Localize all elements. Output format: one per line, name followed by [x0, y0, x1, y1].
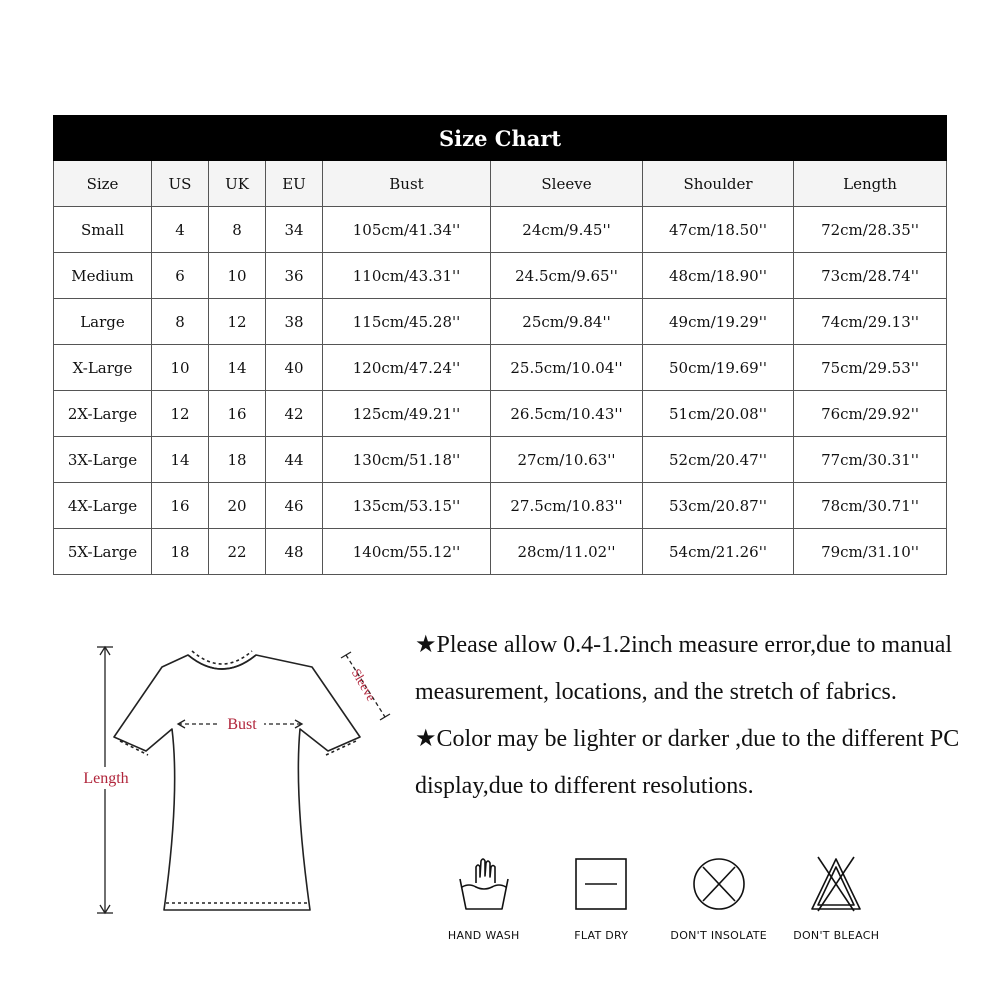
table-cell: 10 — [152, 345, 209, 391]
table-cell: 36 — [266, 253, 323, 299]
table-cell: 77cm/30.31'' — [794, 437, 947, 483]
flat-dry-icon — [571, 853, 631, 915]
dont-insolate-icon — [689, 853, 749, 915]
care-label: FLAT DRY — [574, 929, 629, 942]
table-cell: 28cm/11.02'' — [491, 529, 643, 575]
table-cell: 16 — [209, 391, 266, 437]
table-row — [54, 253, 947, 299]
table-cell: 74cm/29.13'' — [794, 299, 947, 345]
care-label: DON'T BLEACH — [793, 929, 880, 942]
table-cell: Medium — [54, 253, 152, 299]
table-cell: 51cm/20.08'' — [643, 391, 794, 437]
color-note: ★Color may be lighter or darker ,due to the different PC display,due to different resolutions. — [415, 726, 960, 799]
table-cell: 47cm/18.50'' — [643, 207, 794, 253]
table-cell: 73cm/28.74'' — [794, 253, 947, 299]
table-row — [54, 529, 947, 575]
table-cell: 110cm/43.31'' — [323, 253, 491, 299]
table-cell: 20 — [209, 483, 266, 529]
table-cell: 52cm/20.47'' — [643, 437, 794, 483]
care-instructions — [425, 853, 895, 953]
table-cell: 54cm/21.26'' — [643, 529, 794, 575]
shirt-outline — [114, 655, 360, 910]
table-row — [54, 437, 947, 483]
table-cell: 38 — [266, 299, 323, 345]
bust-label: Bust — [227, 716, 257, 733]
table-cell: 76cm/29.92'' — [794, 391, 947, 437]
table-cell: 49cm/19.29'' — [643, 299, 794, 345]
size-chart-body — [54, 207, 947, 575]
table-cell: 115cm/45.28'' — [323, 299, 491, 345]
table-cell: 75cm/29.53'' — [794, 345, 947, 391]
table-cell: 8 — [152, 299, 209, 345]
table-cell: 3X-Large — [54, 437, 152, 483]
table-cell: 46 — [266, 483, 323, 529]
table-cell: 14 — [152, 437, 209, 483]
table-cell: 14 — [209, 345, 266, 391]
table-cell: 24.5cm/9.65'' — [491, 253, 643, 299]
table-cell: 72cm/28.35'' — [794, 207, 947, 253]
table-cell: 27cm/10.63'' — [491, 437, 643, 483]
measure-error-note: ★Please allow 0.4-1.2inch measure error,due to manual measurement, locations, and the stretch of fabrics. — [415, 632, 953, 705]
table-row — [54, 345, 947, 391]
table-cell: 27.5cm/10.83'' — [491, 483, 643, 529]
table-cell: Small — [54, 207, 152, 253]
column-header: EU — [266, 161, 323, 207]
sleeve-label: Sleeve — [348, 665, 380, 704]
table-cell: 8 — [209, 207, 266, 253]
table-cell: 53cm/20.87'' — [643, 483, 794, 529]
table-cell: 4X-Large — [54, 483, 152, 529]
table-cell: 34 — [266, 207, 323, 253]
table-cell: 40 — [266, 345, 323, 391]
column-header: Length — [794, 161, 947, 207]
care-label: HAND WASH — [447, 929, 520, 942]
table-cell: 12 — [209, 299, 266, 345]
column-header: Size — [54, 161, 152, 207]
length-label: Length — [83, 770, 129, 787]
care-item-hand-wash — [425, 853, 543, 953]
table-cell: 48cm/18.90'' — [643, 253, 794, 299]
table-cell: 125cm/49.21'' — [323, 391, 491, 437]
table-cell: 105cm/41.34'' — [323, 207, 491, 253]
size-chart-title: Size Chart — [54, 116, 947, 161]
care-item-dont-bleach — [778, 853, 896, 953]
table-cell: 22 — [209, 529, 266, 575]
care-label: DON'T INSOLATE — [670, 929, 768, 942]
table-row — [54, 483, 947, 529]
column-header: Shoulder — [643, 161, 794, 207]
table-cell: 48 — [266, 529, 323, 575]
table-cell: 10 — [209, 253, 266, 299]
tshirt-measurement-diagram — [60, 625, 400, 925]
table-cell: Large — [54, 299, 152, 345]
column-header: Bust — [323, 161, 491, 207]
size-chart-table — [53, 115, 947, 575]
table-cell: 130cm/51.18'' — [323, 437, 491, 483]
table-cell: 120cm/47.24'' — [323, 345, 491, 391]
header-row — [54, 161, 947, 207]
dont-bleach-icon — [806, 853, 866, 915]
table-cell: 4 — [152, 207, 209, 253]
table-cell: 50cm/19.69'' — [643, 345, 794, 391]
notes-section — [415, 622, 975, 810]
table-cell: 26.5cm/10.43'' — [491, 391, 643, 437]
table-cell: 78cm/30.71'' — [794, 483, 947, 529]
table-cell: 135cm/53.15'' — [323, 483, 491, 529]
table-cell: X-Large — [54, 345, 152, 391]
table-cell: 6 — [152, 253, 209, 299]
table-cell: 18 — [209, 437, 266, 483]
care-item-flat-dry — [543, 853, 661, 953]
table-cell: 2X-Large — [54, 391, 152, 437]
table-cell: 25.5cm/10.04'' — [491, 345, 643, 391]
table-cell: 140cm/55.12'' — [323, 529, 491, 575]
table-cell: 12 — [152, 391, 209, 437]
table-cell: 25cm/9.84'' — [491, 299, 643, 345]
table-cell: 18 — [152, 529, 209, 575]
tshirt-illustration — [60, 625, 400, 925]
table-cell: 16 — [152, 483, 209, 529]
table-cell: 44 — [266, 437, 323, 483]
table-cell: 79cm/31.10'' — [794, 529, 947, 575]
table-cell: 42 — [266, 391, 323, 437]
column-header: UK — [209, 161, 266, 207]
column-header: US — [152, 161, 209, 207]
table-row — [54, 207, 947, 253]
hand-wash-icon — [454, 853, 514, 915]
table-row — [54, 391, 947, 437]
table-cell: 24cm/9.45'' — [491, 207, 643, 253]
care-item-dont-insolate — [660, 853, 778, 953]
table-cell: 5X-Large — [54, 529, 152, 575]
table-row — [54, 299, 947, 345]
column-header: Sleeve — [491, 161, 643, 207]
